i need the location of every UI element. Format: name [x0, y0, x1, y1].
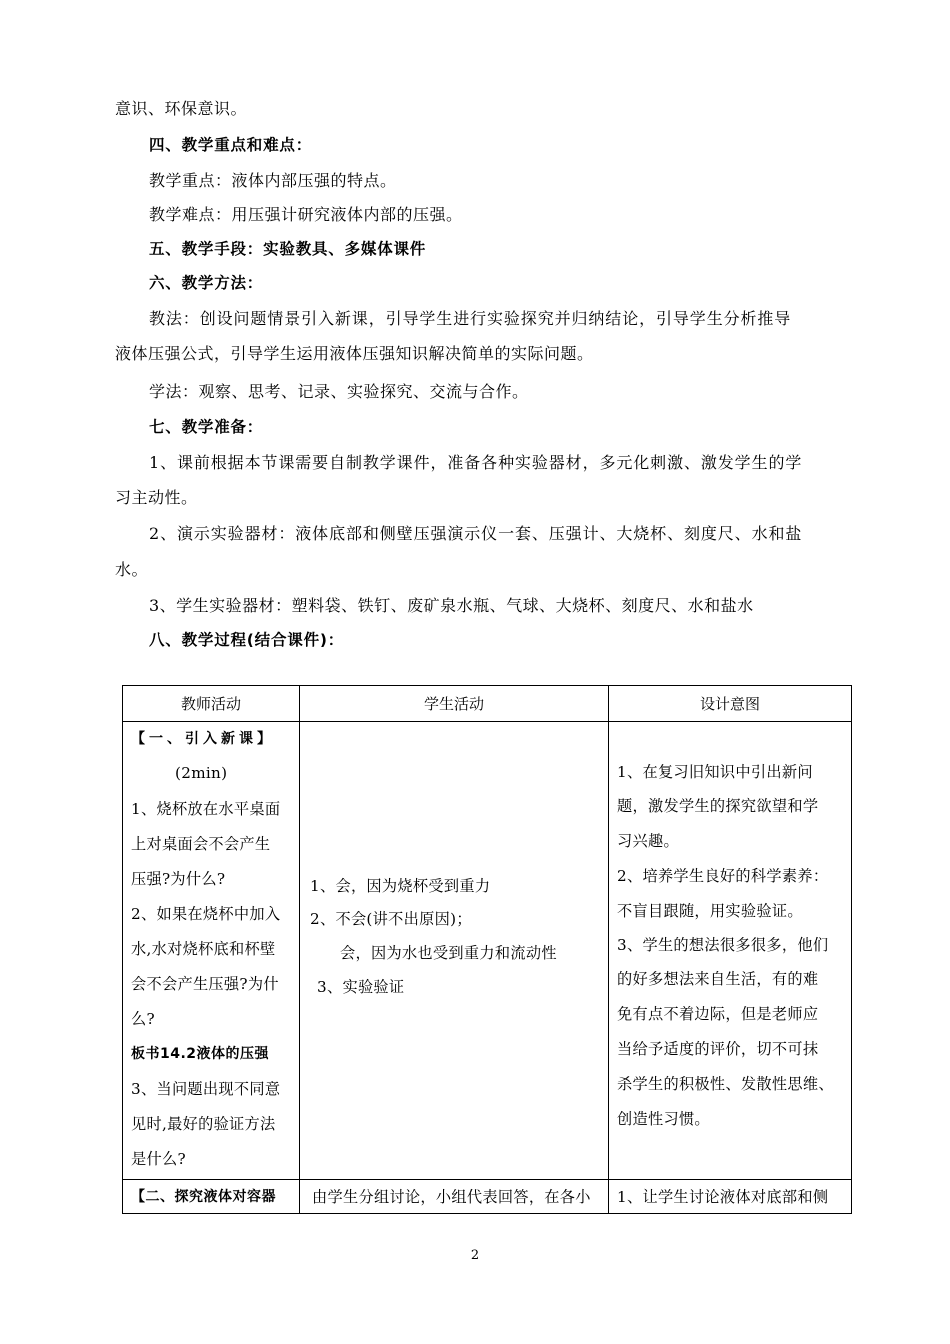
cell-line: 3、当问题出现不同意: [131, 1079, 281, 1098]
paragraph-line: 液体压强公式，引导学生运用液体压强知识解决简单的实际问题。: [115, 344, 594, 363]
page-number: 2: [470, 1248, 480, 1263]
teacher-activity-cell: [123, 1180, 300, 1214]
table-row: [123, 1180, 852, 1214]
paragraph-line: 2、演示实验器材：液体底部和侧壁压强演示仪一套、压强计、大烧杯、刻度尺、水和盐: [149, 524, 803, 543]
cell-line: 杀学生的积极性、发散性思维、: [617, 1074, 834, 1093]
cell-line: 当给予适度的评价，切不可抹: [617, 1039, 819, 1058]
cell-line: 会，因为水也受到重力和流动性: [340, 943, 557, 962]
paragraph-line: 学法：观察、思考、记录、实验探究、交流与合作。: [149, 382, 529, 401]
design-intent-cell: [609, 1180, 852, 1214]
teacher-activity-cell: [123, 721, 300, 1180]
cell-line: 会不会产生压强?为什: [131, 974, 279, 993]
cell-line: 3、实验验证: [317, 977, 405, 996]
cell-line: 水,水对烧杯底和杯壁: [131, 939, 276, 958]
cell-line: 见时,最好的验证方法: [131, 1114, 276, 1133]
paragraph-line: 意识、环保意识。: [115, 99, 248, 118]
cell-line: 创造性习惯。: [617, 1109, 710, 1128]
cell-line: 么?: [131, 1009, 155, 1028]
cell-line: 3、学生的想法很多很多，他们: [617, 935, 829, 954]
cell-line: 2、不会(讲不出原因)；: [310, 909, 472, 928]
cell-line: 2、如果在烧杯中加入: [131, 904, 281, 923]
cell-line: 1、在复习旧知识中引出新问: [617, 762, 813, 781]
cell-line: 1、让学生讨论液体对底部和侧: [617, 1188, 829, 1207]
cell-line: 是什么?: [131, 1149, 186, 1168]
section-heading: 五、教学手段：实验教具、多媒体课件: [149, 240, 427, 258]
cell-line: 上对桌面会不会产生: [131, 834, 271, 853]
paragraph-line: 教学难点：用压强计研究液体内部的压强。: [149, 205, 463, 224]
paragraph-line: 教学重点：液体内部压强的特点。: [149, 171, 397, 190]
student-activity-cell: [300, 1180, 609, 1214]
section-heading: 六、教学方法：: [149, 274, 264, 292]
section-heading: 【一、引入新课】: [131, 730, 275, 747]
cell-line: 2、培养学生良好的科学素养：: [617, 866, 829, 885]
student-activity-cell: [300, 721, 609, 1180]
cell-line: 1、会，因为烧杯受到重力: [310, 876, 491, 895]
paragraph-line: 教法：创设问题情景引入新课，引导学生进行实验探究并归纳结论，引导学生分析推导: [149, 309, 792, 328]
board-note: 板书14.2液体的压强: [131, 1045, 270, 1062]
cell-line: 由学生分组讨论，小组代表回答，在各小: [312, 1188, 591, 1207]
cell-line: (2min): [175, 763, 228, 782]
cell-line: 1、烧杯放在水平桌面: [131, 799, 281, 818]
header-teacher-activity: 教师活动: [123, 686, 300, 722]
paragraph-line: 水。: [115, 560, 149, 579]
paragraph-line: 3、学生实验器材：塑料袋、铁钉、废矿泉水瓶、气球、大烧杯、刻度尺、水和盐水: [149, 596, 754, 615]
cell-line: 压强?为什么?: [131, 869, 226, 888]
paragraph-line: 1、课前根据本节课需要自制教学课件，准备各种实验器材，多元化刺激、激发学生的学: [149, 453, 803, 472]
table-header-row: [123, 686, 852, 722]
cell-line: 不盲目跟随，用实验验证。: [617, 901, 803, 920]
table-row: [123, 721, 852, 1180]
cell-line: 习兴趣。: [617, 831, 679, 850]
cell-line: 免有点不着边际，但是老师应: [617, 1004, 819, 1023]
design-intent-cell: [609, 721, 852, 1180]
section-heading: 四、教学重点和难点：: [149, 136, 313, 154]
section-heading: 七、教学准备：: [149, 418, 264, 436]
section-heading: 【二、探究液体对容器: [131, 1189, 276, 1206]
cell-line: 的好多想法来自生活，有的难: [617, 969, 819, 988]
teaching-process-table: [122, 685, 852, 1214]
cell-line: 题，激发学生的探究欲望和学: [617, 796, 819, 815]
paragraph-line: 习主动性。: [115, 488, 198, 507]
section-heading: 八、教学过程(结合课件)：: [149, 631, 345, 649]
header-student-activity: 学生活动: [300, 686, 609, 722]
header-design-intent: 设计意图: [609, 686, 852, 722]
